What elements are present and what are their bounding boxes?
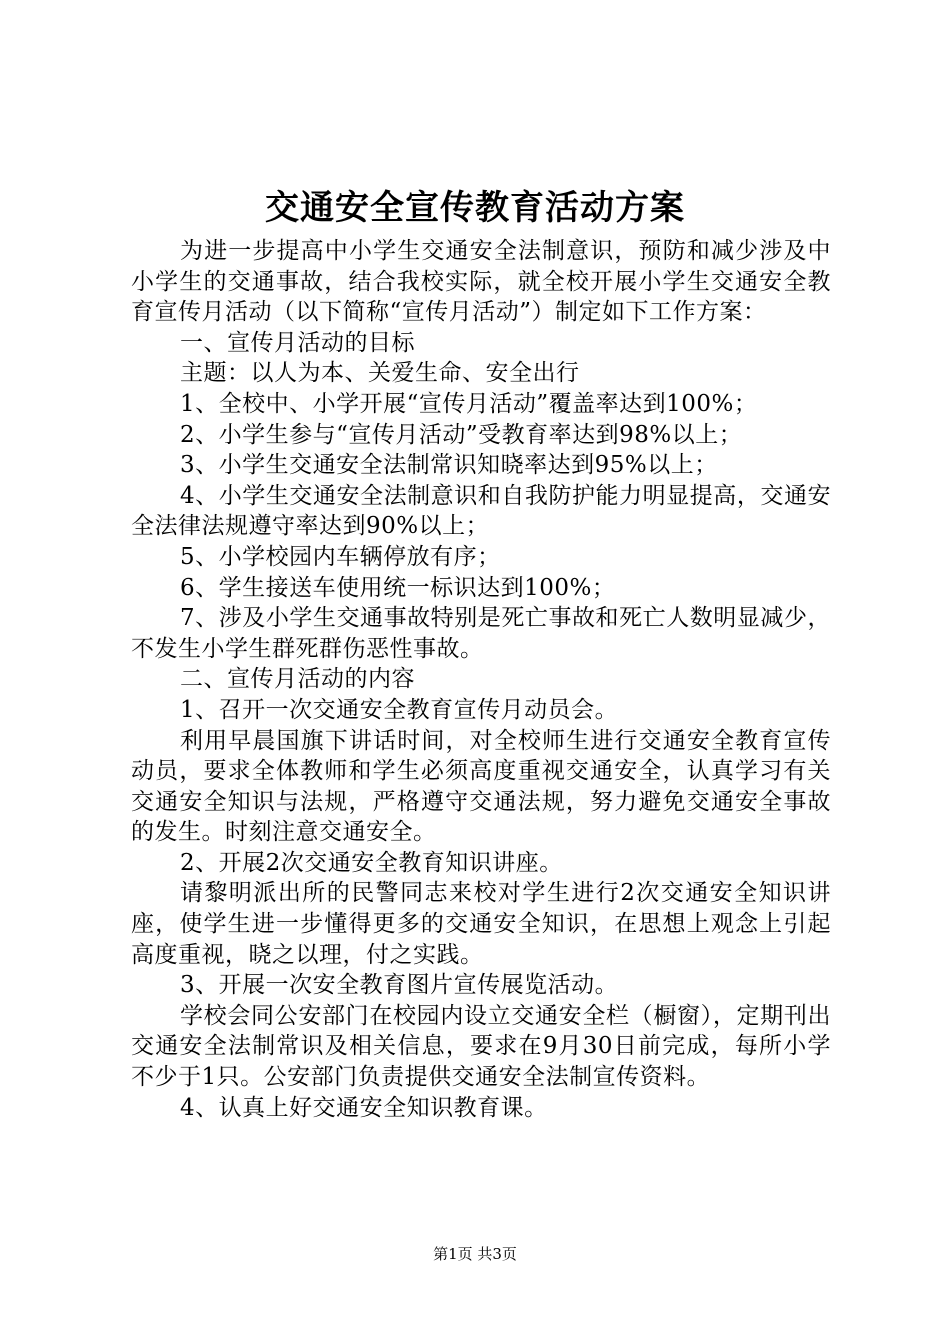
goal-item-4: 4、小学生交通安全法制意识和自我防护能力明显提高，交通安全法律法规遵守率达到90%以上； (131, 482, 831, 540)
goal-item-5: 5、小学校园内车辆停放有序； (180, 543, 501, 570)
section-heading-content: 二、宣传月活动的内容 (180, 666, 415, 693)
goal-item-7: 7、涉及小学生交通事故特别是死亡事故和死亡人数明显减少，不发生小学生群死群伤恶性事故。 (131, 605, 831, 662)
content-item-3-body: 学校会同公安部门在校园内设立交通安全栏（橱窗），定期刊出交通安全法制常识及相关信息，要求在9月30日前完成，每所小学不少于1只。公安部门负责提供交通安全法制宣传资料。 (131, 1002, 831, 1091)
content-item-2-heading: 2、开展2次交通安全教育知识讲座。 (180, 849, 563, 876)
goal-item-6: 6、学生接送车使用统一标识达到100%； (180, 574, 616, 601)
document-body (131, 236, 831, 1123)
content-item-4-heading: 4、认真上好交通安全知识教育课。 (180, 1094, 548, 1121)
goal-item-1: 1、全校中、小学开展“宣传月活动”覆盖率达到100%； (180, 390, 758, 417)
page-footer: 第1页 共3页 (433, 1245, 517, 1263)
goal-item-2: 2、小学生参与“宣传月活动”受教育率达到98%以上； (180, 421, 743, 448)
intro-paragraph: 为进一步提高中小学生交通安全法制意识，预防和减少涉及中小学生的交通事故，结合我校实际，就全校开展小学生交通安全教育宣传月活动（以下简称“宣传月活动”）制定如下工作方案： (131, 238, 831, 326)
content-item-3-heading: 3、开展一次安全教育图片宣传展览活动。 (180, 972, 619, 999)
document-title: 交通安全宣传教育活动方案 (265, 188, 685, 228)
section-heading-goals: 一、宣传月活动的目标 (180, 329, 415, 356)
content-item-1-body: 利用早晨国旗下讲话时间，对全校师生进行交通安全教育宣传动员，要求全体教师和学生必须高度重视交通安全，认真学习有关交通安全知识与法规，严格遵守交通法规，努力避免交通安全事故的发生。时刻注意交通安全。 (131, 727, 831, 846)
content-item-1-heading: 1、召开一次交通安全教育宣传月动员会。 (180, 696, 619, 723)
content-item-2-body: 请黎明派出所的民警同志来校对学生进行2次交通安全知识讲座，使学生进一步懂得更多的交通安全知识，在思想上观念上引起高度重视，晓之以理，付之实践。 (131, 880, 831, 968)
goal-item-3: 3、小学生交通安全法制常识知晓率达到95%以上； (180, 452, 718, 479)
theme-line: 主题：以人为本、关爱生命、安全出行 (180, 360, 580, 387)
